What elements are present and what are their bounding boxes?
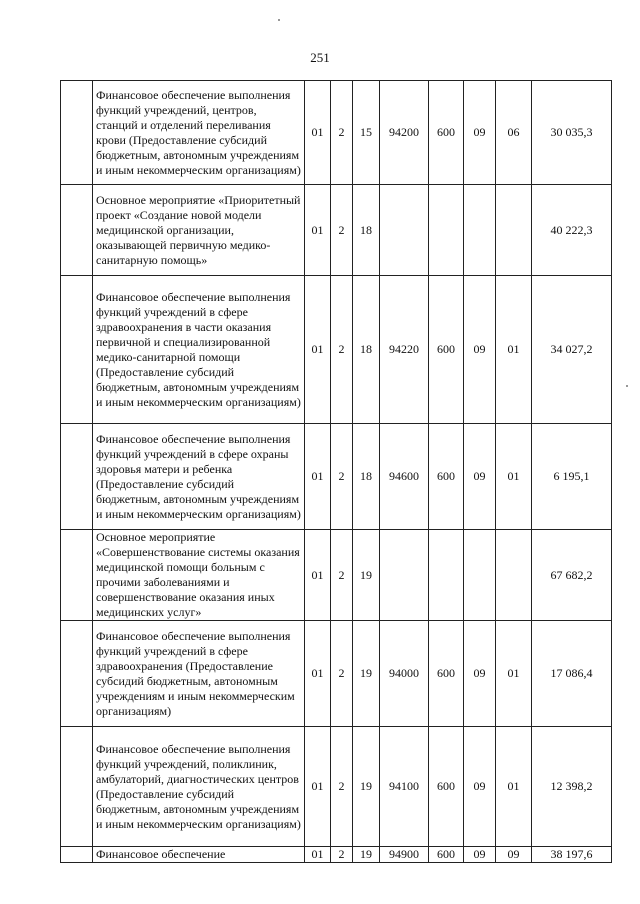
- code-cell: 2: [331, 276, 353, 424]
- code-cell: 01: [305, 847, 331, 863]
- code-cell: 01: [496, 621, 532, 727]
- code-cell: 18: [353, 185, 380, 276]
- code-cell: 94000: [380, 621, 429, 727]
- table-row: [61, 530, 612, 621]
- description-cell: Финансовое обеспечение: [93, 847, 305, 863]
- code-cell: [464, 185, 496, 276]
- code-cell: 600: [429, 727, 464, 847]
- code-cell: 18: [353, 424, 380, 530]
- scan-speck: [278, 19, 280, 21]
- blank-cell: [61, 185, 93, 276]
- code-cell: 19: [353, 847, 380, 863]
- code-cell: 09: [464, 81, 496, 185]
- table-row: [61, 621, 612, 727]
- code-cell: 94600: [380, 424, 429, 530]
- table-row: [61, 847, 612, 863]
- amount-cell: 38 197,6: [532, 847, 612, 863]
- code-cell: 19: [353, 530, 380, 621]
- code-cell: 2: [331, 727, 353, 847]
- code-cell: 600: [429, 621, 464, 727]
- code-cell: 09: [464, 424, 496, 530]
- code-cell: [429, 530, 464, 621]
- amount-cell: 17 086,4: [532, 621, 612, 727]
- code-cell: 600: [429, 847, 464, 863]
- blank-cell: [61, 621, 93, 727]
- code-cell: 09: [464, 621, 496, 727]
- code-cell: [464, 530, 496, 621]
- code-cell: 01: [496, 424, 532, 530]
- code-cell: 01: [305, 530, 331, 621]
- code-cell: 94900: [380, 847, 429, 863]
- code-cell: 18: [353, 276, 380, 424]
- code-cell: 01: [305, 276, 331, 424]
- description-cell: Основное мероприятие «Приоритетный проект «Создание новой модели медицинской организации, оказывающей первичную медико-санитарную помощь»: [93, 185, 305, 276]
- code-cell: [496, 185, 532, 276]
- code-cell: 01: [305, 424, 331, 530]
- description-cell: Финансовое обеспечение выполнения функций учреждений в сфере здравоохранения (Предоставление субсидий бюджетным, автономным учреждениям и иным некоммерческим организациям): [93, 621, 305, 727]
- code-cell: 01: [496, 727, 532, 847]
- code-cell: 94200: [380, 81, 429, 185]
- amount-cell: 6 195,1: [532, 424, 612, 530]
- code-cell: 19: [353, 727, 380, 847]
- code-cell: [429, 185, 464, 276]
- code-cell: [380, 185, 429, 276]
- code-cell: 01: [305, 727, 331, 847]
- table-row: [61, 424, 612, 530]
- code-cell: 2: [331, 621, 353, 727]
- code-cell: 2: [331, 424, 353, 530]
- code-cell: 2: [331, 847, 353, 863]
- code-cell: 09: [464, 276, 496, 424]
- amount-cell: 67 682,2: [532, 530, 612, 621]
- blank-cell: [61, 424, 93, 530]
- page-number: 251: [310, 50, 330, 65]
- table-row: [61, 276, 612, 424]
- table-row: [61, 185, 612, 276]
- blank-cell: [61, 276, 93, 424]
- code-cell: 2: [331, 530, 353, 621]
- description-cell: Финансовое обеспечение выполнения функций учреждений, центров, станций и отделений переливания крови (Предоставление субсидий бюджетным, автономным учреждениям и иным некоммерческим организациям): [93, 81, 305, 185]
- code-cell: 600: [429, 424, 464, 530]
- code-cell: [380, 530, 429, 621]
- code-cell: 06: [496, 81, 532, 185]
- amount-cell: 12 398,2: [532, 727, 612, 847]
- code-cell: 15: [353, 81, 380, 185]
- description-cell: Финансовое обеспечение выполнения функций учреждений, поликлиник, амбулаторий, диагностических центров (Предоставление субсидий бюджетным, автономным учреждениям и иным некоммерческим организациям): [93, 727, 305, 847]
- code-cell: 600: [429, 276, 464, 424]
- amount-cell: 40 222,3: [532, 185, 612, 276]
- code-cell: 01: [496, 276, 532, 424]
- description-cell: Основное мероприятие «Совершенствование системы оказания медицинской помощи больным с прочими заболеваниями и совершенствование оказания иных медицинских услуг»: [93, 530, 305, 621]
- code-cell: 94100: [380, 727, 429, 847]
- code-cell: 01: [305, 185, 331, 276]
- code-cell: 01: [305, 81, 331, 185]
- table-row: [61, 81, 612, 185]
- code-cell: 600: [429, 81, 464, 185]
- amount-cell: 34 027,2: [532, 276, 612, 424]
- code-cell: 01: [305, 621, 331, 727]
- amount-cell: 30 035,3: [532, 81, 612, 185]
- scan-speck: [626, 385, 628, 387]
- code-cell: [496, 530, 532, 621]
- code-cell: 09: [464, 727, 496, 847]
- blank-cell: [61, 530, 93, 621]
- blank-cell: [61, 81, 93, 185]
- code-cell: 09: [464, 847, 496, 863]
- code-cell: 2: [331, 81, 353, 185]
- code-cell: 19: [353, 621, 380, 727]
- budget-table: [60, 80, 612, 863]
- blank-cell: [61, 847, 93, 863]
- table-row: [61, 727, 612, 847]
- code-cell: 2: [331, 185, 353, 276]
- code-cell: 94220: [380, 276, 429, 424]
- code-cell: 09: [496, 847, 532, 863]
- description-cell: Финансовое обеспечение выполнения функций учреждений в сфере охраны здоровья матери и ребенка (Предоставление субсидий бюджетным, автономным учреждениям и иным некоммерческим организациям): [93, 424, 305, 530]
- description-cell: Финансовое обеспечение выполнения функций учреждений в сфере здравоохранения в части оказания первичной и специализированной медико-санитарной помощи (Предоставление субсидий бюджетным, автономным учреждениям и иным некоммерческим организациям): [93, 276, 305, 424]
- blank-cell: [61, 727, 93, 847]
